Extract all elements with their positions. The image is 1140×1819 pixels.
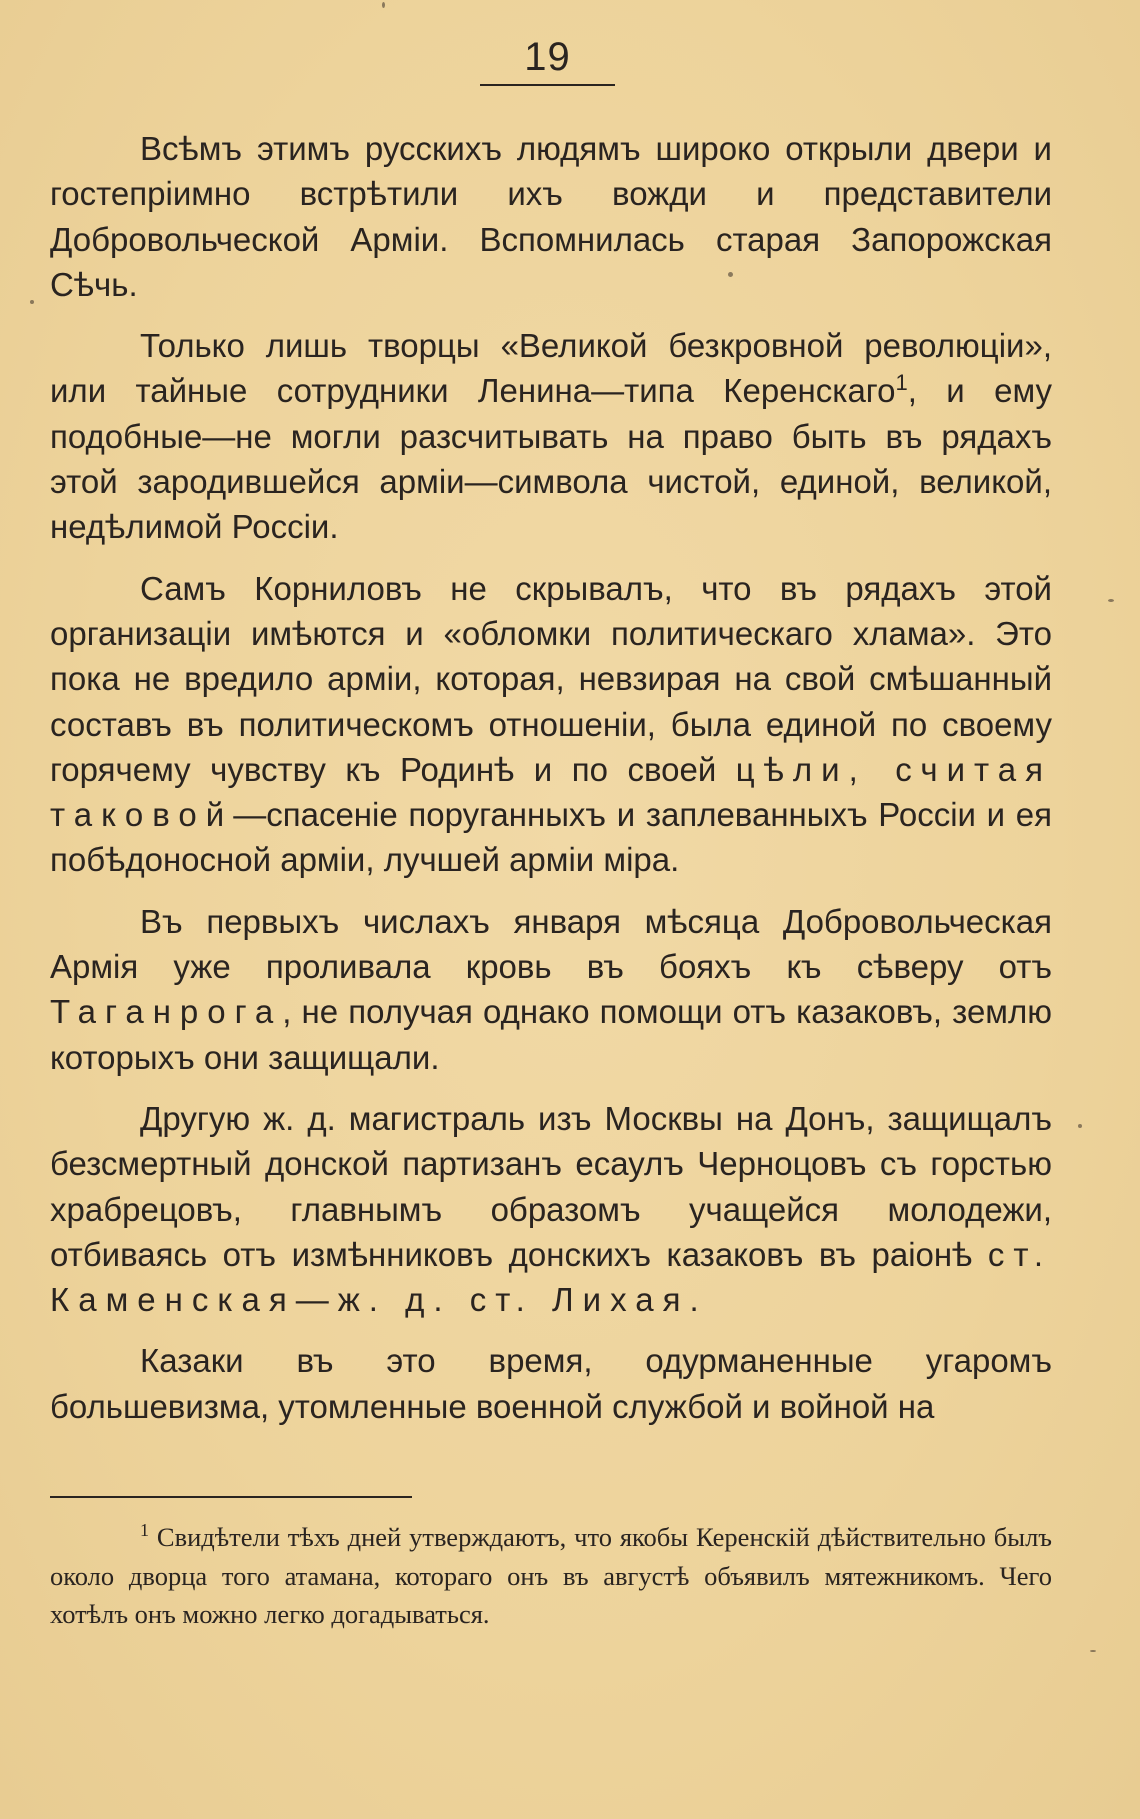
- emphasized-text: Таганрога: [50, 993, 283, 1031]
- footnote-reference: 1: [895, 370, 908, 396]
- footnote: [50, 1518, 1052, 1634]
- paragraph-text: Всѣмъ этимъ русскихъ людямъ широко открыли двери и гостепріимно встрѣтили ихъ вожди и представители Добровольческой Арміи. Вспомнилась старая Запорожская Сѣчь.: [50, 130, 1052, 303]
- paragraph-text: Самъ Корниловъ не скрывалъ, что въ рядахъ этой организаціи имѣются и «обломки политическаго хлама». Это пока не вредило арміи, которая, невзирая на свой смѣшанный составъ въ политическомъ отношеніи, была единой по своему горячему чувству къ Родинѣ и по своей: [50, 569, 1052, 788]
- emphasized-text: цѣли, считая таковой: [50, 750, 1053, 834]
- paragraph: [50, 1096, 1052, 1322]
- paragraph-text: Казаки въ это время, одурманенные угаромъ большевизма, утомленные военной службой и войной на: [50, 1342, 1052, 1425]
- footnote-text: Свидѣтели тѣхъ дней утверждаютъ, что якобы Керенскій дѣйствительно былъ около дворца того атамана, котораго онъ въ августѣ объявилъ мятежникомъ. Чего хотѣлъ онъ можно легко догадываться.: [50, 1522, 1052, 1629]
- body-text: [50, 126, 1052, 1445]
- paragraph-text: Въ первыхъ числахъ января мѣсяца Добровольческая Армія уже проливала кровь въ бояхъ къ сѣверу отъ: [50, 902, 1052, 986]
- paragraph-text: Только лишь творцы «Великой безкровной революціи», или тайные сотрудники Ленина—типа Керенскаго: [50, 327, 1052, 410]
- scan-speck: [1078, 1124, 1082, 1128]
- paragraph-text: Другую ж. д. магистраль изъ Москвы на Донъ, защищалъ безсмертный донской партизанъ есаулъ Черноцовъ съ горстью храбрецовъ, главнымъ образомъ учащейся молодежи, отбиваясь отъ измѣнниковъ донскихъ казаковъ въ раіонѣ: [50, 1099, 1052, 1273]
- paragraph-text: .: [689, 1281, 699, 1319]
- scan-speck: [1090, 1650, 1096, 1652]
- page-number-rule: [480, 84, 615, 86]
- paragraph: [50, 899, 1052, 1080]
- paragraph: [50, 323, 1052, 549]
- footnote-rule: [50, 1496, 412, 1498]
- paragraph-text: —спасеніе поруганныхъ и заплеванныхъ Россіи и ея побѣдоносной арміи, лучшей арміи міра.: [50, 796, 1052, 879]
- paragraph-text: , не получая однако помощи отъ казаковъ, землю которыхъ они защищали.: [50, 993, 1052, 1076]
- paragraph: [50, 126, 1052, 307]
- footnote-marker: 1: [140, 1520, 149, 1540]
- paragraph-text: , и ему подобные—не могли разсчитывать на право быть въ рядахъ этой зародившейся арміи—символа чистой, единой, великой, недѣлимой Россіи.: [50, 372, 1052, 546]
- page-number: 19: [524, 35, 571, 79]
- paragraph: [50, 566, 1052, 883]
- scan-speck: [1108, 599, 1114, 602]
- emphasized-text: ст. Каменская—ж. д. ст. Лихая: [50, 1235, 1052, 1319]
- scan-speck: [30, 300, 34, 304]
- scan-speck: [382, 2, 385, 8]
- scan-speck: [728, 272, 733, 277]
- paragraph: [50, 1338, 1052, 1429]
